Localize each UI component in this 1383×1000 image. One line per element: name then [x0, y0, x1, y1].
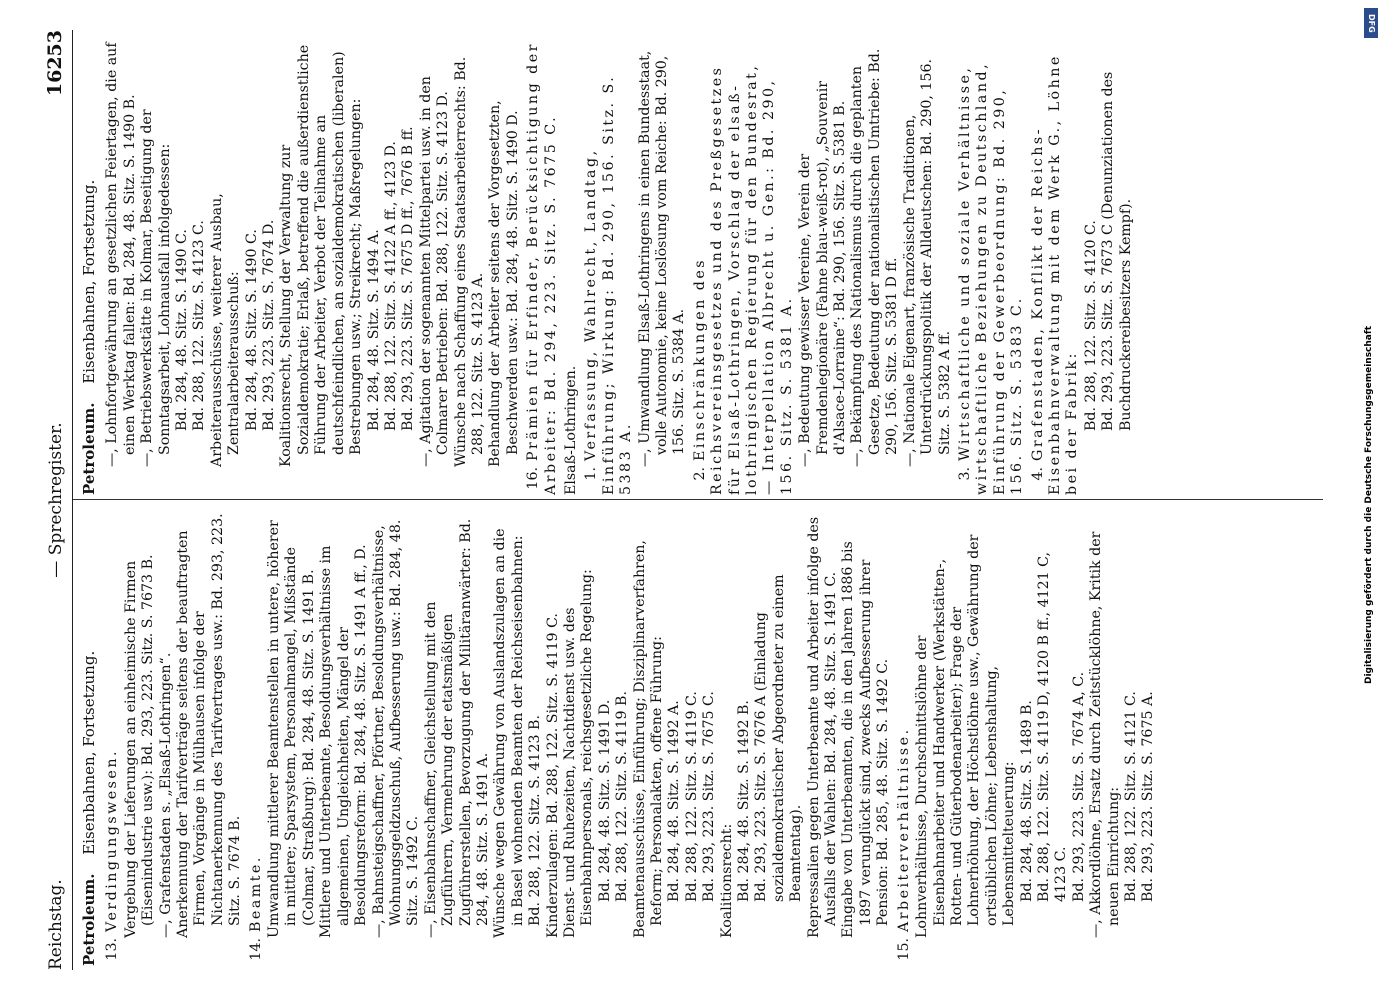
reference-line: Bd. 284, 48. Sitz. S. 1491 D. — [596, 699, 613, 902]
index-entry: Koalitionsrecht, Stellung der Verwaltung zur Sozialdemokratie; Erlaß, betreffend die außerdienstliche Führung der Arbeiter, Verbot der Teilnahme an deutschfeindlichen, an sozialdemokratischen (liberalen) Bestrebungen usw.; Streikrecht; Maßregelungen: — [278, 44, 365, 467]
reference-line: Bd. 288, 122. Sitz. S. 4121 C. — [1122, 691, 1139, 902]
reference-line: Bd. 284, 48. Sitz. S. 1492 A. — [666, 700, 683, 902]
index-entry: Wünsche nach Schaffung eines Staatsarbeiterrechts: Bd. 288, 122. Sitz. S. 4123 A. — [452, 56, 486, 467]
register-page — [40, 20, 1340, 980]
section-number: 13. — [104, 938, 121, 961]
section-number: 15. — [895, 938, 912, 961]
index-entry: —, Lohnfortgewährung an gesetzlichen Feiertagen, die auf einen Werktag fallen: Bd. 284, 48. Sitz. S. 1490 B. — [104, 42, 138, 467]
section-title: Beamte. — [247, 855, 264, 932]
header-left: Reichstag. — [46, 879, 66, 970]
reference-line: Bd. 284, 48. Sitz. S. 1494 A. — [365, 229, 382, 431]
reference-line: Bd. 293, 223. Sitz. S. 7675 A. — [1140, 691, 1157, 902]
section-entry — [525, 42, 560, 495]
reference-line: Bd. 293, 223. Sitz. S. 7675 D ff., 7676 B ff. — [400, 126, 417, 431]
section-number: 2. — [691, 467, 708, 481]
section-title: Einschränkungen des Reichsvereinsgesetzes und des Preßgesetzes für Elsaß-Lothringen, Vorschlag der elsaß-lothringischen Regierung für den Bundesrat, — Interpellation Albrecht u. Gen.: Bd. 290, 156. Sitz. S. 5381 A. — [691, 63, 795, 495]
dfg-logo: DFG — [1364, 8, 1378, 38]
index-entry: Kinderzulagen: Bd. 288, 122. Sitz. S. 4119 C. — [544, 613, 561, 938]
reference-line: Bd. 293, 223. Sitz. S. 7673 C (Denunziationen des Buchdruckereibesitzers Kempf). — [1100, 71, 1134, 431]
section-title: Wirtschaftliche und soziale Verhältnisse, wirtschaftliche Beziehungen zu Deutschland, Einführung der Gewerbeordnung: Bd. 290, 156. Sitz. S. 5383 C. — [956, 61, 1026, 495]
section-number: 1. — [583, 467, 600, 481]
index-entry: Repressalien gegen Unterbeamte und Arbeiter infolge des Ausfalls der Wahlen: Bd. 284, 48. Sitz. S. 1491 C. — [805, 516, 840, 938]
reference-line: Bd. 293, 223. Sitz. S. 7674 A, C. — [1070, 671, 1087, 902]
reference-line: Bd. 288, 122. Sitz. S. 4119 B. — [614, 691, 631, 902]
attribution-text: Digitalisierung gefördert durch die Deutsche Forschungsgemeinschaft — [1364, 325, 1374, 684]
attribution-strip — [1362, 0, 1382, 1000]
reference-line: Bd. 288, 122. Sitz. S. 4122 A ff., 4123 D. — [382, 141, 399, 431]
section-title: Grafenstaden, Konflikt der Reichs-Eisenbahnverwaltung mit dem Werk G., Löhne bei der Fabrik: — [1029, 54, 1081, 495]
header-center: — Sprechregister. — [46, 422, 66, 578]
index-entry: —, Eisenbahnschaffner, Gleichstellung mit den Zugführern, Vermehrung der etatsmäßigen Zugführerstellen, Bevorzugung der Militäranwärter: Bd. 284, 48. Sitz. S. 1491 A. — [422, 518, 491, 938]
section-entry — [248, 512, 265, 966]
section-entry — [692, 42, 796, 495]
reference-line: Bd. 288, 122. Sitz. S. 4123 C. — [191, 220, 208, 431]
reference-line: Bd. 284, 48. Sitz. S. 1490 C. — [243, 229, 260, 431]
page-number: 16253 — [44, 30, 66, 97]
reference-line: Bd. 293, 223. Sitz. S. 7674 D. — [261, 219, 278, 431]
reference-line: Bd. 284, 48. Sitz. S. 1489 B. — [1018, 700, 1035, 902]
index-entry: Wünsche wegen Gewährung von Auslandszulagen an die in Basel wohnenden Beamten der Reichseisenbahnen: Bd. 288, 122. Sitz. S. 4123 B. — [492, 528, 544, 938]
section-number: 16. — [525, 467, 542, 490]
reference-line: Bd. 284, 48. Sitz. S. 1490 C. — [174, 229, 191, 431]
index-entry: Anerkennung der Tarifverträge seitens der beauftragten Firmen, Vorgänge in Mülhausen infolge der Nichtanerkennung des Tarifvertrages usw.: Bd. 293, 223. Sitz. S. 7674 B. — [175, 513, 244, 938]
section-entry — [104, 512, 121, 966]
index-entry: Lohnverhältnisse, Durchschnittslöhne der Eisenbahnarbeiter und Handwerker (Werkstätten-, Rotten- und Güterbodenarbeiter); Frage der Lohnerhöhung, der Höchstlöhne usw., Gewährung der ortsüblichen Löhne; Lebenshaltung, Lebensmittelteuerung: — [914, 534, 1018, 938]
index-entry: Vergebung der Lieferungen an einheimische Firmen (Eisenindustrie usw.): Bd. 293, 223. Sitz. S. 7673 B. — [122, 554, 157, 938]
index-entry: —, Betriebswerkstätte in Kolmar, Beseitigung der Sonntagsarbeit, Lohnausfall infolgedessen: — [139, 109, 173, 467]
index-entry: —, Bekämpfung des Nationalismus durch die geplanten Gesetze, Bedeutung der nationalistischen Umtriebe: Bd. 290, 156. Sitz. S. 5381 D ff. — [849, 48, 901, 467]
section-title: Arbeiterverhältnisse. — [895, 727, 912, 932]
index-entry: —, Bahnsteigschaffner, Pförtner, Besoldungsverhältnisse, Wohnungsgeldzuschuß, Aufbesserung usw.: Bd. 284, 48. Sitz. S. 1492 C. — [370, 519, 422, 938]
section-title: Verfassung, Wahlrecht, Landtag, Einführung; Wirkung: Bd. 290, 156. Sitz. S. 5383 A. — [583, 74, 635, 495]
index-entry: Umwandlung mittlerer Beamtenstellen in untere, höherer in mittlere; Sparsystem, Personalmangel, Mißstände (Colmar, Straßburg): Bd. 284, 48. Sitz. S. 1491 B. — [266, 520, 317, 938]
index-entry: —, Agitation der sogenannten Mittelpartei usw. in den Colmarer Betrieben: Bd. 288, 122. Sitz. S. 4123 D. — [417, 76, 452, 467]
index-entry: Arbeiterausschüsse, weiterer Ausbau, Zentralarbeiterausschuß: — [208, 193, 243, 467]
reference-line: Bd. 293, 223. Sitz. S. 7675 C. — [701, 691, 718, 902]
section-entry — [583, 42, 635, 495]
section-entry — [896, 512, 913, 966]
index-entry: Koalitionsrecht: — [718, 823, 735, 938]
section-title: Prämien für Erfinder, Berücksichtigung der Arbeiter: Bd. 294, 223. Sitz. S. 7675 C. — [525, 42, 559, 495]
column-heading — [81, 42, 98, 495]
index-entry: —, Grafenstaden s. „Elsaß-Lothringen“. — [157, 652, 174, 938]
page-header — [40, 30, 73, 970]
index-entry: Beamtenausschüsse, Einführung; Disziplinarverfahren, Reform; Personalakten, offene Führung: — [631, 540, 665, 938]
section-number: 14. — [247, 938, 264, 961]
column-heading-text: Eisenbahnen, Fortsetzung. — [80, 179, 98, 384]
right-column — [73, 30, 1323, 500]
index-entry: Dienst- und Ruhezeiten, Nachtdienst usw. des Eisenbahnpersonals, reichsgesetzliche Regelung: — [561, 569, 596, 938]
section-entry — [1030, 42, 1082, 495]
index-entry: Behandlung der Arbeiter seitens der Vorgesetzten, Beschwerden usw.: Bd. 284, 48. Sitz. S. 1490 D. — [487, 100, 521, 467]
section-number: 4. — [1029, 467, 1046, 481]
index-entry: —, Bedeutung gewisser Vereine, Verein der Fremdenlegionäre (Fahne blau-weiß-rot), „Souvenir d'Alsace-Lorraine“: Bd. 290, 156. Sitz. S. 5381 B. — [797, 80, 849, 467]
index-entry: —, Nationale Eigenart, französische Traditionen, Unterdrückungspolitik der Alldeutschen: Bd. 290, 156. Sitz. S. 5382 A ff. — [901, 58, 953, 467]
reference-line: Bd. 288, 122. Sitz. S. 4119 C. — [683, 691, 700, 902]
column-heading-label: Petroleum. — [80, 402, 98, 495]
section-entry — [957, 42, 1027, 495]
column-heading-label: Petroleum. — [80, 873, 98, 966]
index-entry: —, Umwandlung Elsaß-Lothringens in einen Bundesstaat, volle Autonomie, keine Loslösung vom Reiche: Bd. 290, 156. Sitz. S. 5384 A. — [636, 50, 688, 467]
reference-line: Bd. 288, 122. Sitz. S. 4119 D, 4120 B ff., 4121 C, 4123 C. — [1035, 551, 1070, 902]
reference-line: Bd. 288, 122. Sitz. S. 4120 C. — [1082, 220, 1099, 431]
reference-line: Bd. 284, 48. Sitz. S. 1492 B. — [736, 700, 753, 902]
index-entry: —, Akkordlöhne, Ersatz durch Zeitstücklöhne, Kritik der neuen Einrichtung: — [1088, 531, 1122, 938]
column-heading — [81, 512, 98, 966]
reference-line: Bd. 293, 223. Sitz. S. 7676 A (Einladung sozialdemokratischer Abgeordneter zu einem Beamtentag). — [753, 574, 805, 902]
section-number: 3. — [956, 467, 973, 481]
column-heading-text: Eisenbahnen, Fortsetzung. — [80, 650, 98, 855]
index-entry: Eingabe von Unterbeamten, die in den Jahren 1886 bis 1897 verunglückt sind, zwecks Aufbesserung ihrer Pension: Bd. 285, 48. Sitz. S. 1492 C. — [840, 541, 892, 938]
section-title: Verdingungswesen. — [104, 749, 121, 932]
left-column — [73, 500, 1323, 970]
index-entry: Mittlere und Unterbeamte, Besoldungsverhältnisse im allgemeinen, Ungleichheiten, Mängel der Besoldungsreform: Bd. 284, 48. Sitz. S. 1491 A ff., D. — [318, 544, 370, 938]
section-heading: Elsaß-Lothringen. — [562, 365, 579, 495]
